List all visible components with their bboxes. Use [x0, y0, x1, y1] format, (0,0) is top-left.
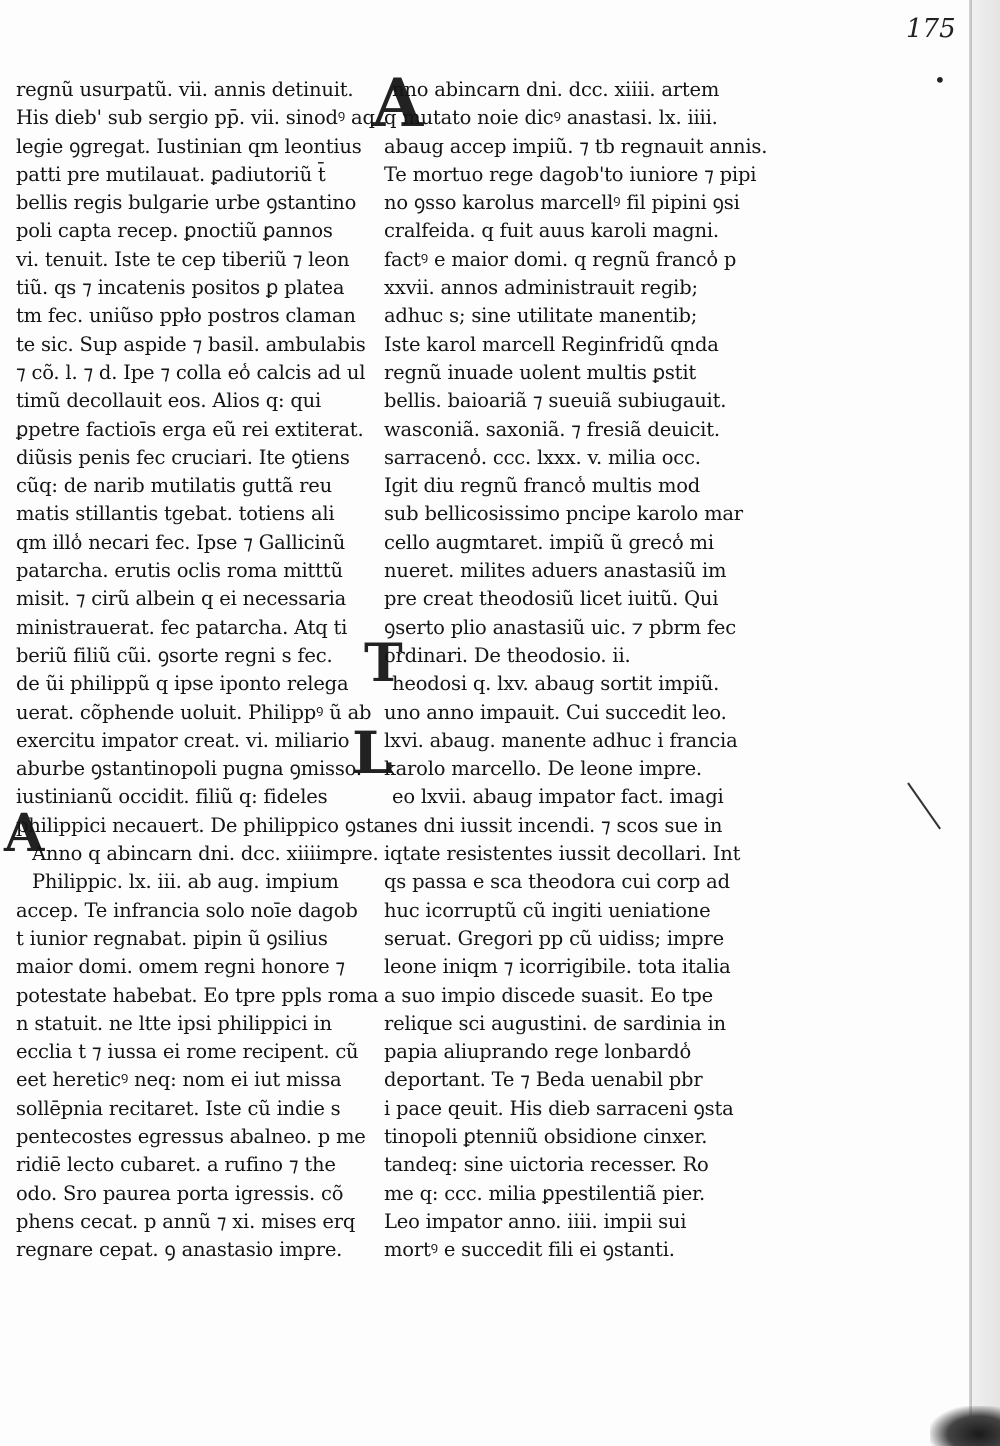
- text-line: mortꝰ e succedit fili ei ꝯstanti.: [384, 1238, 675, 1262]
- text-line: Iste karol marcell Reginfridũ qnda: [384, 332, 719, 356]
- text-line: eo lxvii. abaug impator fact. imagi: [392, 785, 724, 809]
- text-line: accep. Te infrancia solo noīe dagob: [16, 898, 358, 922]
- text-line: ꝯserto plio anastasiũ uic. ⁊ pbrm fec: [384, 615, 736, 639]
- text-line: matis stillantis tgebat. totiens ali: [16, 502, 335, 526]
- text-line: Philippic. lx. iii. ab aug. impium: [32, 870, 339, 894]
- text-line: n statuit. ne ltte ipsi philippici in: [16, 1011, 332, 1035]
- initial-t-right: T: [364, 633, 403, 694]
- text-line: ridiē lecto cubaret. a rufino ⁊ the: [16, 1153, 336, 1177]
- text-line: adhuc s; sine utilitate manentib;: [384, 304, 698, 328]
- text-line: regnũ inuade uolent multis ꝑstit: [384, 360, 696, 384]
- text-line: nueret. milites aduers anastasiũ im: [384, 559, 727, 583]
- text-line: leone iniqm ⁊ icorrigibile. tota italia: [384, 955, 731, 979]
- text-line: karolo marcello. De leone impre.: [384, 757, 702, 781]
- text-line: Igit diu regnũ franco̾ multis mod: [384, 474, 701, 498]
- text-line: cralfeida. q fuit auus karoli magni.: [384, 219, 719, 243]
- text-line: vi. tenuit. Iste te cep tiberiũ ⁊ leon: [16, 247, 350, 271]
- margin-dot: •: [934, 68, 946, 92]
- text-line: bellis regis bulgarie urbe ꝯstantino: [16, 191, 357, 215]
- text-line: sollēpnia recitaret. Iste cũ indie s: [16, 1096, 341, 1120]
- text-line: ⁊ cõ. l. ⁊ d. Ipe ⁊ colla eo̾ calcis ad ul: [16, 360, 366, 384]
- initial-a-left: A: [4, 803, 45, 864]
- text-line: tinopoli ꝑtenniũ obsidione cinxer.: [384, 1124, 708, 1148]
- text-line: regnare cepat. ꝯ anastasio impre.: [16, 1238, 343, 1262]
- text-line: te sic. Sup aspide ⁊ basil. ambulabis: [16, 332, 366, 356]
- text-line: maior domi. omem regni honore ⁊: [16, 955, 345, 979]
- initial-a-right: A: [372, 64, 424, 142]
- text-line: nes dni iussit incendi. ⁊ scos sue in: [384, 813, 723, 837]
- right-text-column: [384, 76, 809, 1264]
- text-line: cũq: de narib mutilatis guttã reu: [16, 474, 332, 498]
- text-line: odo. Sro paurea porta igressis. cõ: [16, 1181, 344, 1205]
- text-line: legie ꝯgregat. Iustinian qm leontius: [16, 134, 362, 158]
- text-line: Anno q abincarn dni. dcc. xiiiimpre.: [32, 842, 379, 866]
- text-line: diũsis penis fec cruciari. Ite ꝯtiens: [16, 445, 350, 469]
- text-line: tandeq: sine uictoria recesser. Ro: [384, 1153, 709, 1177]
- text-line: timũ decollauit eos. Alios q: qui: [16, 389, 322, 413]
- text-line: misit. ⁊ cirũ albein q ei necessaria: [16, 587, 347, 611]
- text-line: seruat. Gregori pp cũ uidiss; impre: [384, 926, 724, 950]
- text-line: uno anno impauit. Cui succedit leo.: [384, 700, 727, 724]
- text-line: de ũi philippũ q ipse iponto relega: [16, 672, 349, 696]
- text-line: heodosi q. lxv. abaug sortit impiũ.: [392, 672, 720, 696]
- text-line: regnũ usurpatũ. vii. annis detinuit.: [16, 78, 354, 101]
- text-line: ꝑpetre factioīs erga eũ rei extiterat.: [16, 417, 364, 441]
- text-line: poli capta recep. ꝑnoctiũ ꝑannos: [16, 219, 333, 243]
- text-line: wasconiã. saxoniã. ⁊ fresiã deuicit.: [384, 417, 720, 441]
- text-line: factꝰ e maior domi. q regnũ franco̾ p: [384, 247, 737, 271]
- text-line: lxvi. abaug. manente adhuc i francia: [384, 728, 738, 752]
- text-line: eet hereticꝰ neq: nom ei iut missa: [16, 1068, 342, 1092]
- left-text-column: [16, 76, 391, 1264]
- text-line: sub bellicosissimo pncipe karolo mar: [384, 502, 743, 526]
- text-line: abaug accep impiũ. ⁊ tb regnauit annis.: [384, 134, 768, 158]
- text-line: no ꝯsso karolus marcellꝰ fil pipini ꝯsi: [384, 191, 740, 215]
- text-line: i pace qeuit. His dieb sarraceni ꝯsta: [384, 1096, 734, 1120]
- text-line: iqtate resistentes iussit decollari. Int: [384, 842, 741, 866]
- text-line: papia aliuprando rege lonbardo̾: [384, 1040, 691, 1064]
- text-line: xxvii. annos administrauit regib;: [384, 276, 698, 300]
- text-line: huc icorruptũ cũ ingiti ueniatione: [384, 898, 711, 922]
- text-line: potestate habebat. Eo tpre ppls roma: [16, 983, 379, 1007]
- text-line: philippici necauert. De philippico ꝯsta.: [16, 813, 391, 837]
- text-line: beriũ filiũ cũi. ꝯsorte regni s fec.: [16, 643, 333, 667]
- text-line: qm illo̾ necari fec. Ipse ⁊ Gallicinũ: [16, 530, 346, 554]
- text-line: nno abincarn dni. dcc. xiiii. artem: [392, 78, 720, 101]
- text-line: ecclia t ⁊ iussa ei rome recipent. cũ: [16, 1040, 359, 1064]
- initial-l-right: L: [352, 719, 393, 787]
- page-fold-line: [969, 0, 972, 1446]
- text-line: a suo impio discede suasit. Eo tpe: [384, 983, 714, 1007]
- text-line: bellis. baioariã ⁊ sueuiã subiugauit.: [384, 389, 727, 413]
- text-line: me q: ccc. milia ꝑpestilentiã pier.: [384, 1181, 706, 1205]
- text-line: ministrauerat. fec patarcha. Atq ti: [16, 615, 348, 639]
- text-line: qs passa e sca theodora cui corp ad: [384, 870, 730, 894]
- text-line: exercitu impator creat. vi. miliario: [16, 728, 350, 752]
- text-line: cello augmtaret. impiũ ũ greco̾ mi: [384, 530, 714, 554]
- text-line: Te mortuo rege dagob'to iuniore ⁊ pipi: [384, 162, 757, 186]
- text-line: iustinianũ occidit. filiũ q: fideles: [16, 785, 328, 809]
- margin-stroke: [907, 782, 941, 829]
- folio-number: 175: [906, 14, 956, 44]
- text-line: t iunior regnabat. pipin ũ ꝯsilius: [16, 926, 328, 950]
- text-line: tm fec. uniũso ppło postros claman: [16, 304, 356, 328]
- text-line: sarraceno̾. ccc. lxxx. v. milia occ.: [384, 445, 701, 469]
- text-line: phens cecat. p annũ ⁊ xi. mises erq: [16, 1209, 356, 1233]
- text-line: relique sci augustini. de sardinia in: [384, 1011, 726, 1035]
- corner-shadow: [930, 1406, 1000, 1446]
- page-edge: [972, 0, 1000, 1446]
- text-line: ordinari. De theodosio. ii.: [384, 643, 631, 667]
- text-line: pentecostes egressus abalneo. p me: [16, 1124, 366, 1148]
- text-line: pre creat theodosiũ licet iuitũ. Qui: [384, 587, 719, 611]
- text-line: His dieb' sub sergio pp̄. vii. sinodꝰ aq: [16, 106, 375, 130]
- text-line: tiũ. qs ⁊ incatenis positos ꝑ platea: [16, 276, 345, 300]
- text-line: patarcha. erutis oclis roma mitttũ: [16, 559, 343, 583]
- text-line: aburbe ꝯstantinopoli pugna ꝯmisso.: [16, 757, 362, 781]
- text-line: q mutato noie dicꝰ anastasi. lx. iiii.: [384, 106, 718, 130]
- text-line: patti pre mutilauat. ꝑadiutoriũ t̄: [16, 162, 326, 186]
- text-line: deportant. Te ⁊ Beda uenabil pbr: [384, 1068, 703, 1092]
- text-line: Leo impator anno. iiii. impii sui: [384, 1209, 687, 1233]
- text-line: uerat. cõphende uoluit. Philippꝰ ũ ab: [16, 700, 372, 724]
